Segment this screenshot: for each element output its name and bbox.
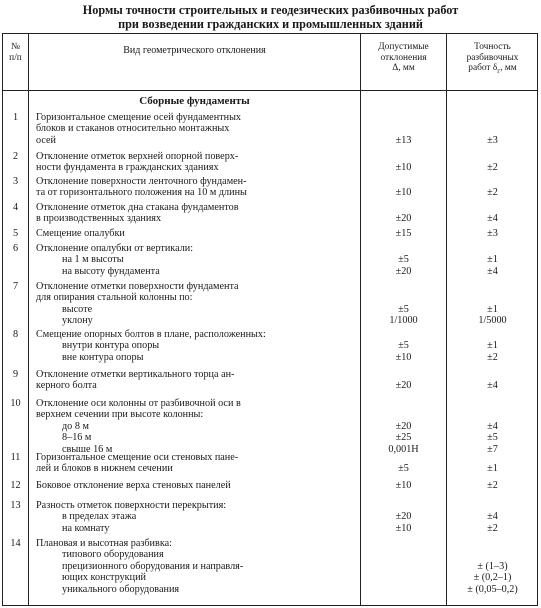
row-description (36, 243, 356, 277)
tolerance-value (361, 500, 446, 511)
accuracy-value: ±7 (487, 443, 498, 455)
row-tolerance (361, 228, 446, 239)
row-accuracy (447, 480, 538, 491)
tolerance-value (361, 549, 446, 560)
row-description-line: ности фундамента в гражданских зданиях (36, 162, 219, 174)
tolerance-value: ±10 (395, 162, 412, 174)
row-description (36, 480, 356, 491)
row-description-line: Боковое отклонение верха стеновых панелей (36, 480, 231, 491)
row-tolerance (361, 369, 446, 392)
page-title (0, 3, 541, 31)
accuracy-value: ±2 (487, 351, 498, 363)
tolerance-value (361, 281, 446, 292)
row-description (36, 176, 356, 199)
accuracy-value: ±3 (487, 134, 498, 146)
tolerance-value (361, 292, 446, 303)
row-description-line: уникального оборудования (62, 583, 180, 595)
row-accuracy (447, 228, 538, 239)
accuracy-value: ±1 (487, 254, 498, 266)
row-number: 1 (12, 112, 19, 123)
accuracy-value: ±1 (487, 463, 498, 475)
accuracy-value: ±1 (487, 303, 498, 315)
row-number: 13 (10, 500, 21, 511)
accuracy-value (447, 151, 538, 162)
tolerance-value (361, 151, 446, 162)
header-accuracy-unit: , мм (500, 63, 517, 74)
row-description-line: прецизионного оборудования и направля- (62, 560, 244, 572)
section-title: Сборные фундаменты (139, 95, 250, 107)
tolerance-value (361, 243, 446, 254)
row-number: 11 (10, 452, 21, 463)
row-description-line: блоков и стаканов относительно монтажных (36, 123, 230, 135)
row-tolerance (361, 151, 446, 174)
accuracy-value (447, 243, 538, 254)
row-description-line: та от горизонтального положения на 10 м длины (36, 187, 247, 199)
accuracy-value (447, 369, 538, 380)
accuracy-value: ±2 (487, 522, 498, 534)
row-description-line: Отклонение отметок верхней опорной поверх- (36, 151, 239, 162)
accuracy-value: ±1 (487, 340, 498, 352)
accuracy-value (447, 398, 538, 409)
tolerance-value (361, 176, 446, 187)
row-description-line: керного болта (36, 380, 97, 392)
accuracy-value (447, 202, 538, 213)
row-description-line: для опирания стальной колонны по: (36, 292, 193, 304)
row-description (36, 281, 356, 327)
column-divider (28, 34, 29, 605)
tolerance-value: ±20 (395, 265, 412, 277)
header-number-line: № (11, 42, 20, 52)
row-description-line: Смещение опалубки (36, 228, 125, 239)
accuracy-value: ±2 (487, 187, 498, 199)
tolerance-value (361, 572, 446, 583)
row-tolerance (361, 480, 446, 491)
row-tolerance (361, 112, 446, 146)
row-accuracy (447, 112, 538, 146)
tolerance-value (361, 202, 446, 213)
row-accuracy (447, 151, 538, 174)
accuracy-value: 1/5000 (478, 315, 507, 327)
accuracy-value: ± (0,2–1) (473, 572, 512, 584)
accuracy-value: ±4 (487, 420, 498, 432)
row-tolerance (361, 243, 446, 277)
row-description-line: в производственных зданиях (36, 213, 162, 225)
tolerance-value: 1/1000 (389, 315, 418, 327)
row-description-line: уклону (62, 315, 93, 327)
accuracy-value: ± (0,05–0,2) (467, 583, 518, 595)
row-number: 12 (10, 480, 21, 491)
tolerance-value: ±5 (398, 254, 409, 266)
row-description-line: верхнем сечении при высоте колонны: (36, 409, 204, 421)
row-description-line: на высоту фундамента (62, 265, 160, 277)
accuracy-value: ±4 (487, 213, 498, 225)
header-number-line: п/п (9, 52, 22, 63)
row-tolerance (361, 538, 446, 595)
row-accuracy (447, 176, 538, 199)
accuracy-value (447, 538, 538, 549)
accuracy-value: ±4 (487, 511, 498, 523)
tolerance-value: ±25 (395, 432, 412, 444)
row-number: 14 (10, 538, 21, 549)
header-accuracy-line: Точность (474, 42, 511, 52)
row-description-line: ющих конструкций (62, 572, 146, 584)
accuracy-value: ±2 (487, 162, 498, 174)
accuracy-value (447, 281, 538, 292)
row-accuracy (447, 281, 538, 327)
accuracy-value (447, 292, 538, 303)
row-accuracy (447, 452, 538, 475)
row-tolerance (361, 176, 446, 199)
accuracy-value: ±4 (487, 265, 498, 277)
tolerance-value: ±20 (395, 380, 412, 392)
row-number: 3 (12, 176, 19, 187)
row-description-line: до 8 м (62, 420, 89, 432)
accuracy-value: ±4 (487, 380, 498, 392)
row-accuracy (447, 500, 538, 534)
accuracy-value: ±2 (487, 480, 498, 491)
accuracy-value: ±3 (487, 228, 498, 239)
tolerance-value (361, 409, 446, 420)
row-description (36, 151, 356, 174)
row-description-line: Отклонение отметки вертикального торца ан- (36, 369, 235, 380)
row-number: 5 (12, 228, 19, 239)
tolerance-value: ±10 (395, 187, 412, 199)
accuracy-value (447, 176, 538, 187)
accuracy-value (447, 452, 538, 463)
row-description-line: Отклонение поверхности ленточного фундамен- (36, 176, 247, 187)
row-accuracy (447, 398, 538, 455)
row-accuracy (447, 202, 538, 225)
row-tolerance (361, 329, 446, 363)
row-description-line: Отклонение отметки поверхности фундамента (36, 281, 239, 292)
header-accuracy-line: разбивочных (466, 52, 519, 63)
tolerance-value (361, 538, 446, 549)
row-description-line: Отклонение отметок дна стакана фундаментов (36, 202, 239, 213)
header-kind: Вид геометрического отклонения (123, 45, 266, 56)
norms-table (2, 33, 538, 606)
row-tolerance (361, 202, 446, 225)
tolerance-value (361, 398, 446, 409)
tolerance-value (361, 452, 446, 463)
row-number: 9 (12, 369, 19, 380)
tolerance-value: ±13 (395, 134, 412, 146)
row-accuracy (447, 243, 538, 277)
header-tolerance-line: Допустимые (378, 42, 429, 52)
title-line-2: при возведении гражданских и промышленных зданий (118, 17, 423, 31)
row-description-line: Отклонение оси колонны от разбивочной оси в (36, 398, 241, 409)
tolerance-value (361, 123, 446, 134)
row-description (36, 369, 356, 392)
row-number: 4 (12, 202, 19, 213)
row-description-line: Горизонтальное смещение осей фундаментных (36, 112, 242, 123)
header-accuracy (447, 42, 538, 77)
row-description-line: Смещение опорных болтов в плане, расположенных: (36, 329, 266, 340)
row-description-line: 8–16 м (62, 432, 92, 444)
tolerance-value: ±10 (395, 480, 412, 491)
tolerance-value: ±5 (398, 303, 409, 315)
row-number: 8 (12, 329, 19, 340)
header-tolerance (361, 42, 446, 74)
row-description (36, 112, 356, 146)
header-number (3, 42, 28, 63)
row-description-line: осей (36, 134, 56, 146)
row-description-line: Разность отметок поверхности перекрытия: (36, 500, 227, 511)
tolerance-value: ±10 (395, 351, 412, 363)
row-number: 6 (12, 243, 19, 254)
tolerance-value: ±10 (395, 522, 412, 534)
tolerance-value: ±15 (395, 228, 412, 239)
accuracy-value (447, 123, 538, 134)
accuracy-value (447, 409, 538, 420)
row-description-line: типового оборудования (62, 549, 164, 561)
row-description-line: высоте (62, 303, 93, 315)
row-description-line: на 1 м высоты (62, 254, 124, 266)
tolerance-value: ±5 (398, 463, 409, 475)
row-description-line: лей и блоков в нижнем сечении (36, 463, 173, 475)
tolerance-value: ±20 (395, 511, 412, 523)
tolerance-value: 0,001Н (388, 443, 419, 455)
tolerance-value (361, 112, 446, 123)
tolerance-value (361, 561, 446, 572)
row-description-line: на комнату (62, 522, 110, 534)
row-description (36, 538, 356, 595)
row-description-line: Горизонтальное смещение оси стеновых пане- (36, 452, 239, 463)
accuracy-value (447, 329, 538, 340)
row-description-line: Отклонение опалубки от вертикали: (36, 243, 194, 254)
row-tolerance (361, 398, 446, 455)
row-accuracy (447, 538, 538, 595)
row-number: 10 (10, 398, 21, 409)
tolerance-value: ±20 (395, 213, 412, 225)
header-divider (3, 90, 537, 91)
accuracy-value: ±5 (487, 432, 498, 444)
row-tolerance (361, 452, 446, 475)
row-description (36, 398, 356, 455)
header-tolerance-line: отклонения (380, 52, 427, 63)
accuracy-value (447, 112, 538, 123)
tolerance-value (361, 584, 446, 595)
row-description-line: вне контура опоры (62, 351, 144, 363)
row-description (36, 329, 356, 363)
accuracy-value: ± (1–3) (477, 560, 508, 572)
row-number: 7 (12, 281, 19, 292)
row-description (36, 202, 356, 225)
row-description (36, 452, 356, 475)
row-description (36, 500, 356, 534)
row-tolerance (361, 281, 446, 327)
row-number: 2 (12, 151, 19, 162)
header-accuracy-symbol: работ δ (468, 63, 498, 74)
row-tolerance (361, 500, 446, 534)
accuracy-value (447, 549, 538, 560)
row-description-line: Плановая и высотная разбивка: (36, 538, 172, 549)
row-description-line: свыше 16 м (62, 443, 113, 455)
accuracy-value (447, 500, 538, 511)
tolerance-value (361, 369, 446, 380)
tolerance-value: ±20 (395, 420, 412, 432)
row-description-line: внутри контура опоры (62, 340, 160, 352)
row-description (36, 228, 356, 239)
row-accuracy (447, 329, 538, 363)
header-tolerance-line: Δ, мм (392, 63, 415, 74)
tolerance-value: ±5 (398, 340, 409, 352)
title-line-1: Нормы точности строительных и геодезических разбивочных работ (82, 3, 459, 17)
tolerance-value (361, 329, 446, 340)
header-accuracy-line: работ $\delta_г$, мм (468, 63, 517, 76)
row-description-line: в пределах этажа (62, 511, 137, 523)
row-accuracy (447, 369, 538, 392)
